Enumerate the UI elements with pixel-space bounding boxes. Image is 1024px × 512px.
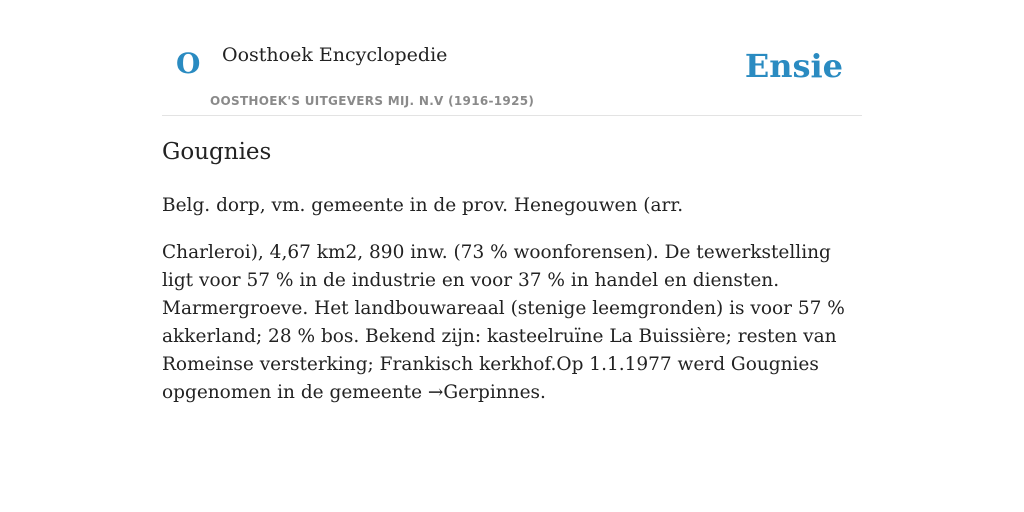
content-container (162, 0, 862, 403)
article-paragraph-2-end: . (540, 382, 546, 403)
article-paragraph-2-text: Charleroi), 4,67 km2, 890 inw. (73 % woonforensen). De tewerkstelling ligt voor 57 % in de industrie en voor 37 % in handel en diensten. Marmergroeve. Het landbouwareaal (stenige leemgronden) is voor 57 % akkerland; 28 % bos. Bekend zijn: kasteelruïne La Buissière; resten van Romeinse versterking; Frankisch kerkhof.Op 1.1.1977 werd Gougnies opgenomen in de gemeente (162, 242, 845, 403)
site-subtitle: OOSTHOEK'S UITGEVERS MIJ. N.V (1916-1925) (210, 94, 535, 108)
article-paragraph-1: Belg. dorp, vm. gemeente in de prov. Henegouwen (arr. (162, 195, 684, 216)
ensie-brand-link[interactable]: Ensie (744, 47, 843, 85)
entry-title: Gougnies (162, 139, 272, 165)
site-header (162, 0, 862, 116)
cross-reference-link[interactable]: →Gerpinnes (427, 382, 541, 403)
site-logo[interactable]: O (176, 47, 201, 80)
site-title[interactable]: Oosthoek Encyclopedie (222, 44, 448, 66)
article-paragraph-2 (162, 239, 862, 407)
